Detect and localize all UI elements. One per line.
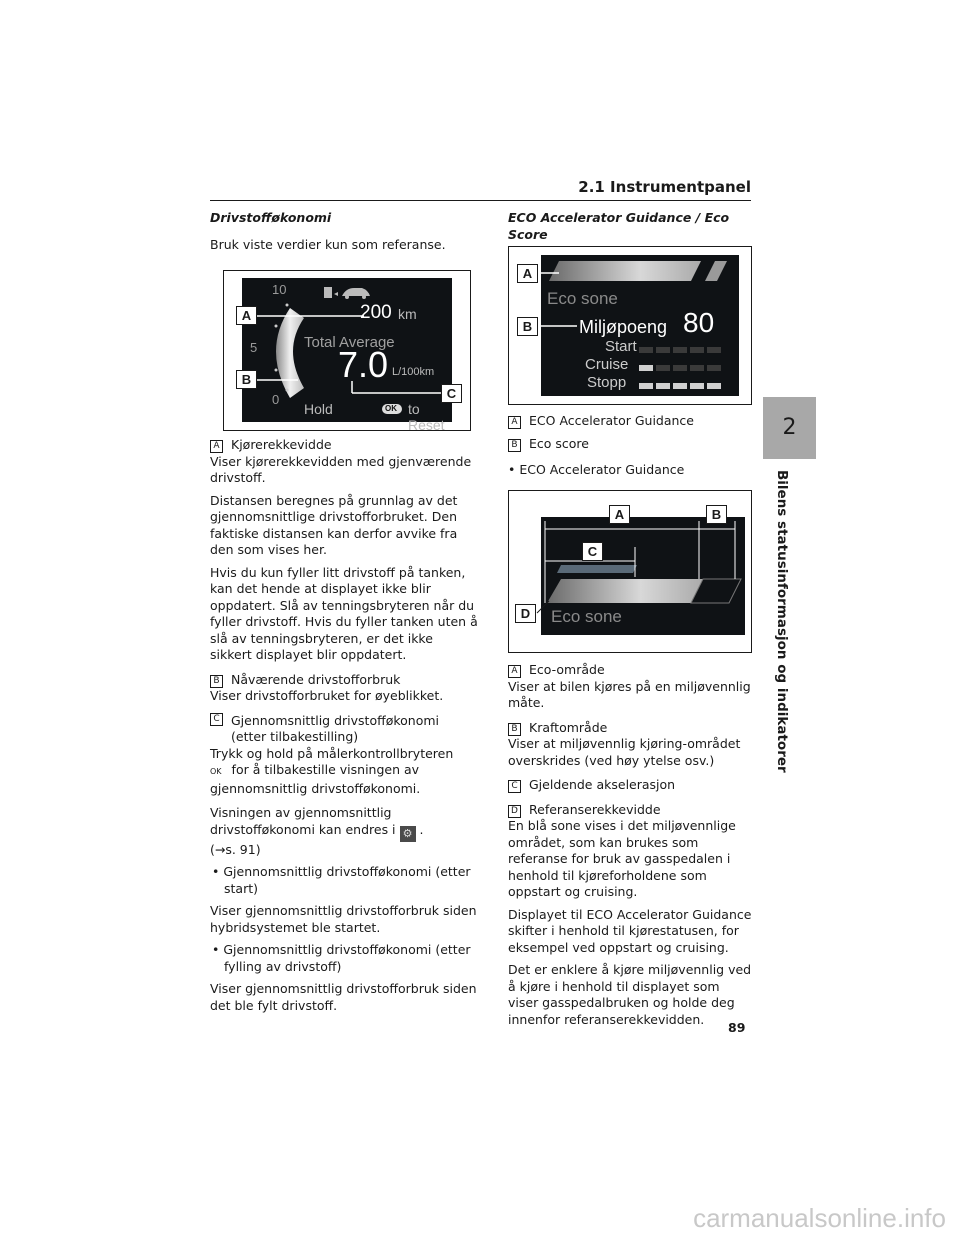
letter-a: A (210, 440, 223, 453)
tag-a: A (236, 306, 257, 325)
item-b-eco-title: Eco score (529, 435, 589, 451)
section-title: 2.1 Instrumentpanel (578, 178, 751, 196)
chapter-number: 2 (782, 415, 797, 440)
tag-b: B (706, 505, 727, 524)
avg-unit: L/100km (392, 366, 435, 378)
bullet-eco: • ECO Accelerator Guidance (508, 462, 685, 477)
item-a-text3: Hvis du kun fyller litt drivstoff på tanken, kan det hende at displayet ikke blir oppdatert. Slå av tenningsbryteren når du fyller drivstoff. Hvis du fyller tanken uten å slå av tenningsbryteren, er det ikke sikkert displayet blir oppdatert. (210, 564, 478, 662)
item-a2-text: Viser at bilen kjøres på en miljøvennlig måte. (508, 678, 751, 710)
reset-ok: OK (385, 404, 397, 413)
letter-a: A (508, 416, 521, 429)
item-a-text2: Distansen beregnes på grunnlag av det gjennomsnittlige drivstofforbruket. Den faktiske distansen kan derfor avvike fra den som vises her. (210, 492, 458, 557)
score-value: 80 (683, 307, 715, 338)
item-b2 (508, 720, 753, 737)
item-c-text-a: Trykk og hold på målerkontrollbryteren (210, 745, 454, 761)
item-b2-title: Kraftområde (529, 719, 608, 735)
item-c-title: Gjennomsnittlig drivstofføkonomi (etter tilbakestilling) (231, 712, 440, 744)
avg-value: 7.0 (338, 344, 389, 385)
fuel-economy-figure (223, 270, 471, 431)
callout-lines-2 (509, 247, 751, 404)
settings-icon: ⚙ (400, 826, 416, 842)
item-d2-text1: En blå sone vises i det miljøvennlige området, som kan brukes som referanse for bruk av gasspedalen i henhold til kjøreforholdene som oppstart og cruising. (508, 818, 736, 899)
watermark: carmanualsonline.info (693, 1203, 946, 1233)
eco-zone-label: Eco sone (547, 289, 618, 308)
right-heading: ECO Accelerator Guidance / Eco Score (508, 210, 730, 242)
item-b-title: Nåværende drivstofforbruk (231, 671, 401, 687)
letter-b: B (210, 675, 223, 688)
tag-c: C (582, 542, 603, 561)
chapter-title: Bilens statusinformasjon og indikatorer (773, 470, 790, 773)
item-d2-text3: Det er enklere å kjøre miljøvennlig ved å kjøre i henhold til displayet som viser gasspedalbruken og holde deg innenfor referanserekkevidden. (508, 962, 752, 1027)
left-column-top (210, 210, 472, 259)
letter-d: D (508, 805, 521, 818)
ok-symbol: OK (210, 767, 222, 776)
reset-to: to Reset (408, 401, 445, 433)
callout-lines (224, 271, 470, 430)
letter-b: B (508, 439, 521, 452)
tag-b: B (236, 370, 257, 389)
eco-zone-label-2: Eco sone (551, 607, 622, 626)
eco-score-figure (508, 246, 752, 405)
item-b-eco (508, 436, 753, 453)
right-column-mid (508, 413, 753, 485)
scale-mid: 5 (250, 340, 258, 355)
left-heading: Drivstofføkonomi (210, 210, 332, 225)
chapter-tab (763, 397, 816, 459)
range-unit: km (398, 306, 417, 322)
item-c-text-b: for å tilbakestille visningen av gjennomsnittlig drivstofføkonomi. (210, 762, 421, 796)
item-c2-title: Gjeldende akselerasjon (529, 777, 676, 792)
eco-guidance-figure (508, 490, 752, 653)
right-column-body (508, 662, 753, 1034)
scale-top: 10 (272, 282, 287, 297)
change-note (210, 805, 478, 858)
tag-a: A (609, 505, 630, 524)
score-label: Miljøpoeng (579, 317, 668, 337)
avg-label: Total Average (304, 334, 395, 351)
row-start-label: Start (605, 338, 637, 355)
reset-hold: Hold (304, 401, 333, 417)
bullet-1-desc: Viser gjennomsnittlig drivstofforbruk siden hybridsystemet ble startet. (210, 903, 477, 935)
item-d2-title: Referanserekkevidde (529, 801, 661, 817)
page-number: 89 (728, 1020, 746, 1035)
tag-c: C (441, 384, 462, 403)
item-a (210, 437, 478, 454)
page-header (210, 178, 751, 201)
change-note-a: Visningen av gjennomsnittlig drivstofføkonomi kan endres i (210, 805, 396, 837)
letter-c: C (508, 780, 521, 793)
bullet-2-text: Gjennomsnittlig drivstofføkonomi (etter fylling av drivstoff) (223, 942, 471, 974)
item-d2-text2: Displayet til ECO Accelerator Guidance skifter i henhold til kjørestatusen, for eksempel ved oppstart og cruising. (508, 906, 752, 955)
left-intro: Bruk viste verdier kun som referanse. (210, 236, 446, 252)
tag-b: B (517, 317, 538, 336)
item-a-eco (508, 413, 753, 430)
item-b-text: Viser drivstofforbruket for øyeblikket. (210, 688, 444, 703)
item-d2 (508, 802, 753, 819)
row-stopp-label: Stopp (587, 374, 627, 391)
range-value: 200 (360, 302, 392, 323)
bullet-2: • Gjennomsnittlig drivstofføkonomi (etter fylling av drivstoff) (212, 942, 471, 974)
letter-c: C (210, 713, 223, 726)
change-note-ref: (→s. 91) (210, 841, 261, 857)
bullet-eco-text: ECO Accelerator Guidance (519, 462, 685, 477)
letter-b: B (508, 723, 521, 736)
item-a-eco-title: ECO Accelerator Guidance (529, 413, 694, 428)
right-column-top (508, 210, 753, 249)
item-a2 (508, 662, 753, 679)
item-a-title: Kjørerekkevidde (231, 437, 332, 452)
item-a2-title: Eco-område (529, 662, 605, 677)
tag-d: D (515, 604, 536, 623)
chapter-title-vertical (763, 470, 816, 773)
row-cruise-label: Cruise (585, 356, 629, 373)
letter-a: A (508, 665, 521, 678)
item-a-text1: Viser kjørerekkevidden med gjenværende drivstoff. (210, 453, 472, 485)
item-c2 (508, 777, 753, 794)
scale-bottom: 0 (272, 392, 280, 407)
bullet-1: • Gjennomsnittlig drivstofføkonomi (etter start) (212, 864, 471, 896)
tag-a: A (517, 264, 538, 283)
change-note-b: . (419, 821, 424, 837)
item-b (210, 672, 478, 689)
item-c-text (210, 746, 478, 798)
left-column-body (210, 437, 478, 1020)
item-b2-text: Viser at miljøvennlig kjøring-området overskrides (ved høy ytelse osv.) (508, 736, 741, 768)
bullet-2-desc: Viser gjennomsnittlig drivstofforbruk siden det ble fylt drivstoff. (210, 981, 477, 1013)
item-c (210, 713, 478, 746)
bullet-1-text: Gjennomsnittlig drivstofføkonomi (etter start) (223, 864, 471, 896)
